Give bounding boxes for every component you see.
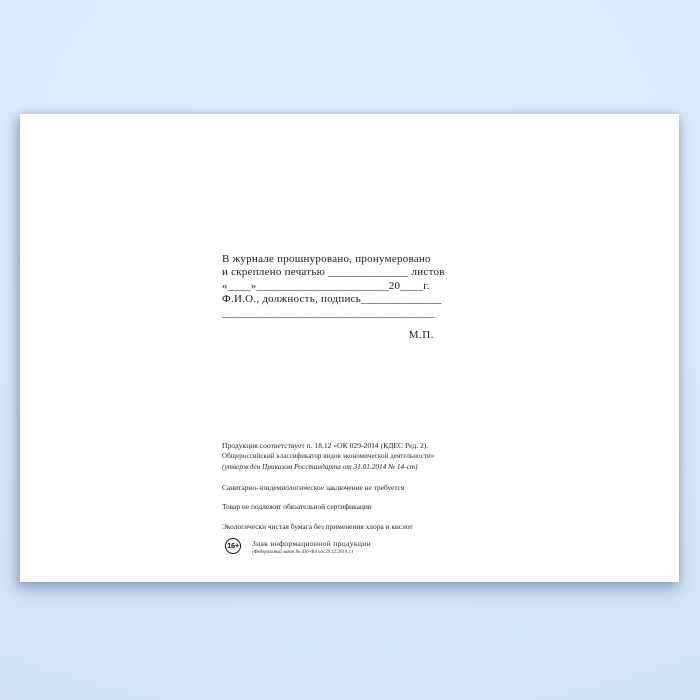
journal-back-page [20, 114, 679, 582]
age-rating-16-icon [225, 538, 241, 554]
certification-statement: Товар не подлежит обязательной сертификации [222, 502, 372, 511]
binding-line-4-signature: Ф.И.О., должность, подпись______________ [222, 293, 442, 306]
binding-line-1: В журнале прошнуровано, пронумеровано [222, 253, 431, 265]
binding-certification-block [222, 253, 445, 342]
age-rating-row [225, 538, 438, 556]
product-classifier-line-2: Общероссийский классификатор видов экономической деятельности» [222, 452, 435, 460]
binding-line-5-blank: _____________________________________ [222, 306, 435, 319]
product-classifier-line-3: (утвержден Приказом Росстандарта от 31.01.2014 № 14-ст) [222, 462, 418, 471]
seal-place-label: М.П. [408, 329, 434, 342]
info-product-sign-law: (Федеральный закон № 436-ФЗ от 29.12.2010 г.) [252, 549, 354, 555]
binding-line-3-date: «____»_______________________20____г. [222, 279, 430, 292]
compliance-block [222, 441, 438, 556]
eco-paper-statement: Экологически чистая бумага без применения хлора и кислот [222, 521, 413, 531]
info-product-sign-title: Знак информационной продукции [252, 538, 371, 548]
age-rating-text [252, 538, 371, 556]
sanitary-statement: Санитарно-эпидемиологическое заключение не требуется [222, 482, 405, 492]
product-classifier-line-1: Продукция соответствует п. 18.12 «ОК 029-2014 (КДЕС Ред. 2). [222, 441, 429, 450]
binding-line-2: и скреплено печатью ______________ листов [222, 266, 445, 279]
age-rating-label: 16+ [227, 541, 239, 550]
